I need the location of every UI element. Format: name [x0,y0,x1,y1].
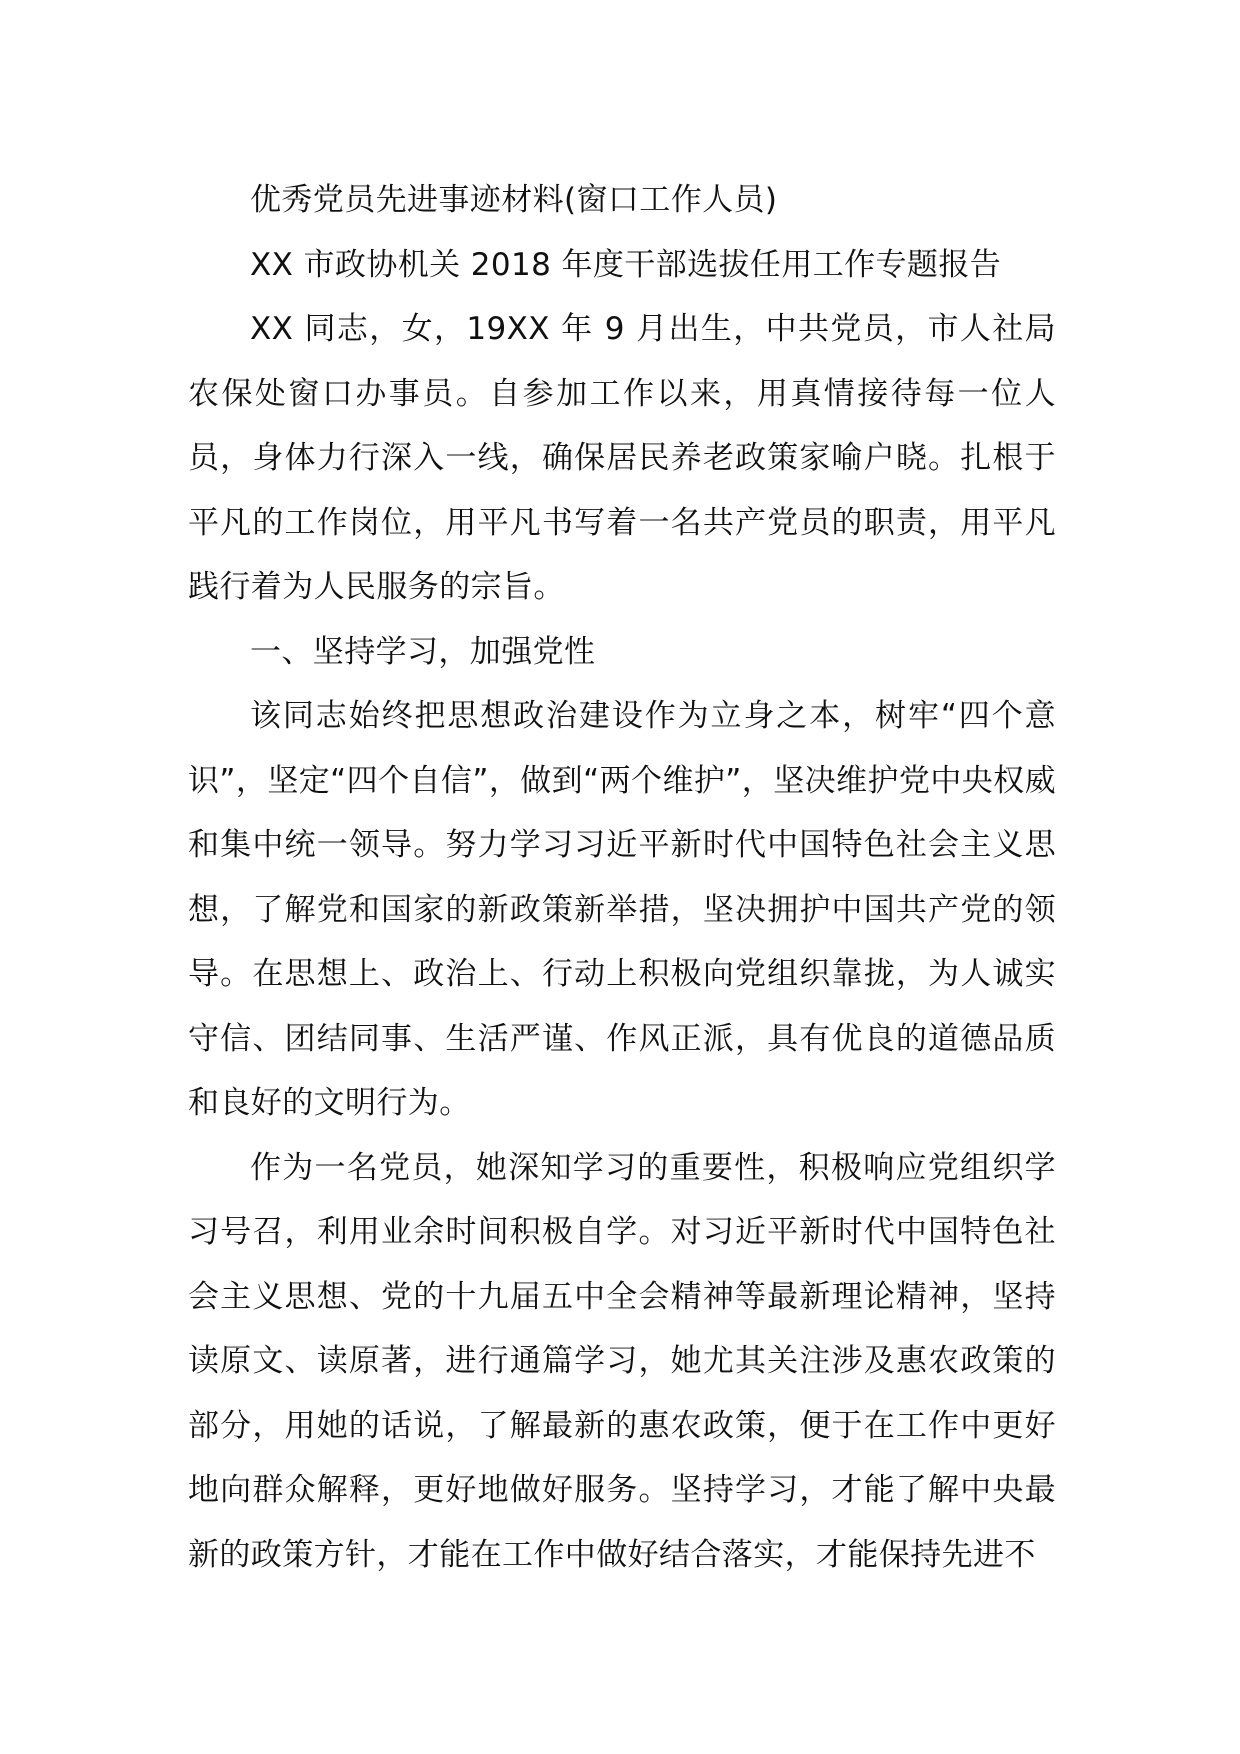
paragraph-ideology: 该同志始终把思想政治建设作为立身之本，树牢“四个意识”，坚定“四个自信”，做到“两个维护”，坚决维护党中央权威和集中统一领导。努力学习习近平新时代中国特色社会主义思想，了解党和国家的新政策新举措，坚决拥护中国共产党的领导。在思想上、政治上、行动上积极向党组织靠拢，为人诚实守信、团结同事、生活严谨、作风正派，具有优良的道德品质和良好的文明行为。 [188,698,1056,1121]
paragraph-intro: XX 同志，女，19XX 年 9 月出生，中共党员，市人社局农保处窗口办事员。自参加工作以来，用真情接待每一位人员，身体力行深入一线，确保居民养老政策家喻户晓。扎根于平凡的工作岗位，用平凡书写着一名共产党员的职责，用平凡践行着为人民服务的宗旨。 [188,311,1056,605]
document-subtitle: XX 市政协机关 2018 年度干部选拔任用工作专题报告 [250,246,1002,283]
section-heading: 一、坚持学习，加强党性 [250,633,596,670]
paragraph-study: 作为一名党员，她深知学习的重要性，积极响应党组织学习号召，利用业余时间积极自学。对习近平新时代中国特色社会主义思想、党的十九届五中全会精神等最新理论精神，坚持读原文、读原著，进行通篇学习，她尤其关注涉及惠农政策的部分，用她的话说，了解最新的惠农政策，便于在工作中更好地向群众解释，更好地做好服务。坚持学习，才能了解中央最新的政策方针，才能在工作中做好结合落实，才能保持先进不 [188,1149,1056,1573]
document-title: 优秀党员先进事迹材料(窗口工作人员) [250,182,778,218]
document-body [188,168,1056,1587]
